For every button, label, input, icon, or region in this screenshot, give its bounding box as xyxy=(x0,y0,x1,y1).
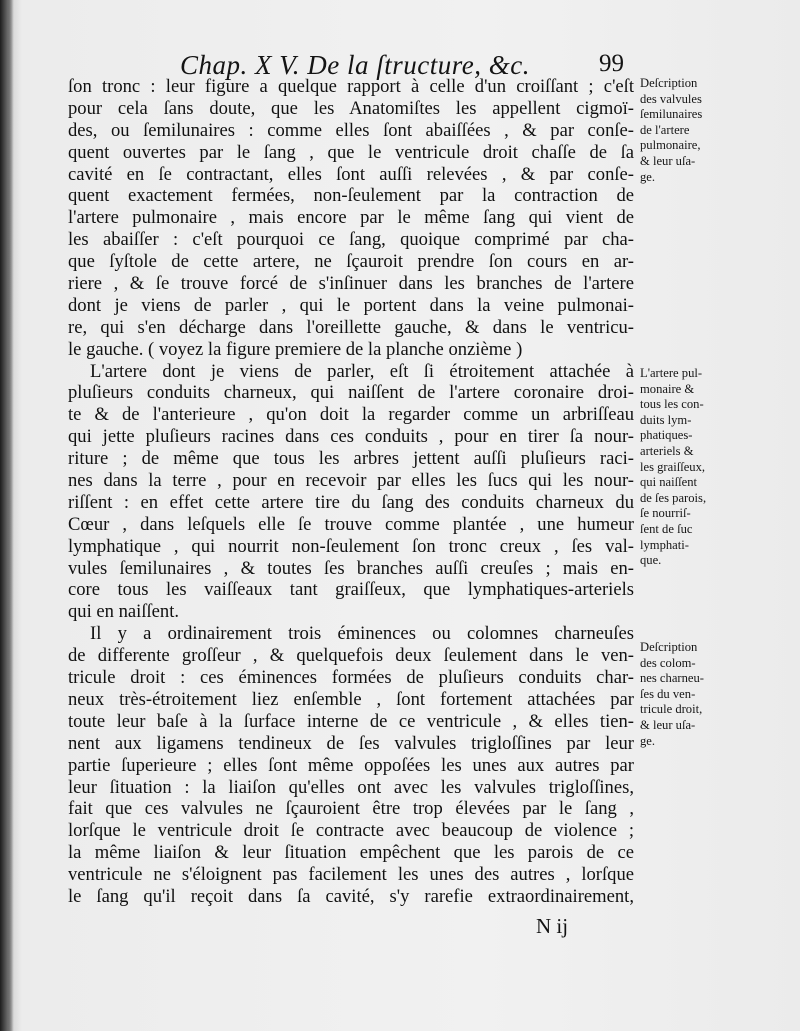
chapter-title: Chap. X V. De la ſtructure, &c. xyxy=(180,50,530,80)
text-line: nent aux ligamens tendineux de ſes valvules trigloſſines par leur xyxy=(68,732,634,754)
margin-note-line: Deſcription xyxy=(640,640,698,654)
text-line: ventricule ne s'éloignent pas facilement les unes des autres , lorſque xyxy=(68,864,634,886)
text-line: la même liaiſon & leur ſituation empêchent que les parois de ce xyxy=(68,842,634,864)
text-line: l'artere pulmonaire , mais encore par le même ſang qui vient de xyxy=(68,207,634,229)
margin-note-line: les graiſſeux, xyxy=(640,459,706,474)
margin-note-pulmonary-artery xyxy=(640,366,718,569)
text-line: pour cela ſans doute, que les Anatomiſtes les appellent cigmoï- xyxy=(68,97,634,119)
text-line: le ſang qu'il reçoit dans ſa cavité, s'y rarefie extraordinairement, xyxy=(68,885,634,907)
text-line: neux très-étroitement liez enſemble , ſont fortement attachées par xyxy=(68,688,634,710)
text-line: fait que ces valvules ne ſçauroient être trop élevées par le ſang , xyxy=(68,798,634,820)
text-line: riture ; de même que tous les arbres jettent auſſi pluſieurs raci- xyxy=(68,448,634,470)
catchword-signature: N ij xyxy=(536,914,569,938)
text-line-figure-reference: le gauche. ( voyez la figure premiere de la planche onzième ) xyxy=(68,338,523,360)
margin-note-line: duits lym- xyxy=(640,412,692,427)
margin-note-line: nes charneu- xyxy=(640,671,704,686)
text-line: quent exactement fermées, non-ſeulement par la contraction de xyxy=(68,185,634,207)
margin-note-line: Deſcription xyxy=(640,76,698,90)
text-line: des, ou ſemilunaires : comme elles ſont abaiſſées , & par conſe- xyxy=(68,119,634,141)
text-line: leur ſituation : la liaiſon qu'elles ont avec les valvules trigloſſines, xyxy=(68,776,634,798)
text-line: lorſque le ventricule droit ſe contracte avec beaucoup de violence ; xyxy=(68,820,634,842)
margin-note-line: de l'artere xyxy=(640,122,690,137)
text-line: toute leur baſe à la ſurface interne de ce ventricule , & elles tien- xyxy=(68,710,634,732)
margin-note-valves xyxy=(640,76,718,185)
margin-note-line: que. xyxy=(640,553,662,568)
paragraph-start-line: L'artere dont je viens de parler, eſt ſi étroitement attachée à xyxy=(90,360,634,382)
page-number: 99 xyxy=(599,50,624,77)
margin-note-line: phatiques- xyxy=(640,428,693,443)
margin-note-line: arteriels & xyxy=(640,443,694,458)
text-line: lymphatique , qui nourrit non-ſeulement ſon tronc creux , ſes val- xyxy=(68,535,634,557)
page-gutter-shadow xyxy=(0,0,14,1031)
margin-note-line: des colom- xyxy=(640,655,696,670)
margin-note-line: tricule droit, xyxy=(640,702,703,717)
text-line: de differente groſſeur , & quelquefois deux ſeulement dans le ven- xyxy=(68,645,634,667)
text-line: les abaiſſer : c'eſt pourquoi ce ſang, quoique comprimé par cha- xyxy=(68,229,634,251)
text-line: cavité en ſe contractant, elles ſont auſſi relevées , & par conſe- xyxy=(68,163,634,185)
text-line: ſon tronc : leur figure a quelque rapport à celle d'un croiſſant ; c'eſt xyxy=(68,76,634,97)
text-line: qui jette pluſieurs racines dans ces conduits , pour en tirer ſa nour- xyxy=(68,426,634,448)
margin-note-line: ge. xyxy=(640,733,656,748)
margin-note-line: ſes du ven- xyxy=(640,686,696,701)
margin-note-line: L'artere pul- xyxy=(640,366,703,380)
text-line: riſſent : en effet cette artere tire du ſang des conduits charneux du xyxy=(68,491,634,513)
margin-note-line: qui naiſſent xyxy=(640,475,698,490)
margin-note-line: tous les con- xyxy=(640,397,704,412)
text-line: riere , & ſe trouve forcé de s'inſinuer dans les branches de l'artere xyxy=(68,273,634,295)
text-line: core tous les vaiſſeaux tant graiſſeux, que lymphatiques-arteriels xyxy=(68,579,634,601)
margin-note-line: monaire & xyxy=(640,381,695,396)
margin-note-line: ge. xyxy=(640,169,656,184)
margin-note-line: ſe nourriſ- xyxy=(640,506,691,521)
text-line: quent ouvertes par le ſang , que le ventricule droit chaſſe de ſa xyxy=(68,141,634,163)
text-line: Cœur , dans leſquels elle ſe trouve comme plantée , une humeur xyxy=(68,513,634,535)
margin-note-line: pulmonaire, xyxy=(640,138,701,153)
text-line: dont je viens de parler , qui le portent dans la veine pulmonai- xyxy=(68,294,634,316)
margin-note-line: & leur uſa- xyxy=(640,717,696,732)
text-line: qui en naiſſent. xyxy=(68,601,180,623)
margin-note-line: ſemilunaires xyxy=(640,107,703,122)
text-line: que ſyſtole de cette artere, ne ſçauroit prendre ſon cours en ar- xyxy=(68,251,634,273)
text-line: pluſieurs conduits charneux, qui naiſſent de l'artere coronaire droi- xyxy=(68,382,634,404)
text-line: nes dans la terre , pour en recevoir par elles les ſucs qui les nour- xyxy=(68,470,634,492)
main-text-block xyxy=(68,76,634,908)
margin-note-line: des valvules xyxy=(640,91,702,106)
margin-note-line: & leur uſa- xyxy=(640,153,696,168)
text-line: re, qui s'en décharge dans l'oreillette gauche, & dans le ventricu- xyxy=(68,316,634,338)
text-line: vules ſemilunaires , & toutes ſes branches auſſi creuſes ; mais en- xyxy=(68,557,634,579)
paragraph-start-line: Il y a ordinairement trois éminences ou colomnes charneuſes xyxy=(90,623,634,645)
margin-note-line: lymphati- xyxy=(640,537,689,552)
text-line: tricule droit : ces éminences formées de pluſieurs conduits char- xyxy=(68,667,634,689)
text-line: partie ſuperieure ; elles ſont même oppoſées les unes aux autres par xyxy=(68,754,634,776)
margin-note-line: ſent de ſuc xyxy=(640,521,693,536)
margin-note-line: de ſes parois, xyxy=(640,490,707,505)
text-line: te & de l'anterieure , qu'on doit la regarder comme un arbriſſeau xyxy=(68,404,634,426)
margin-note-columns xyxy=(640,640,718,749)
